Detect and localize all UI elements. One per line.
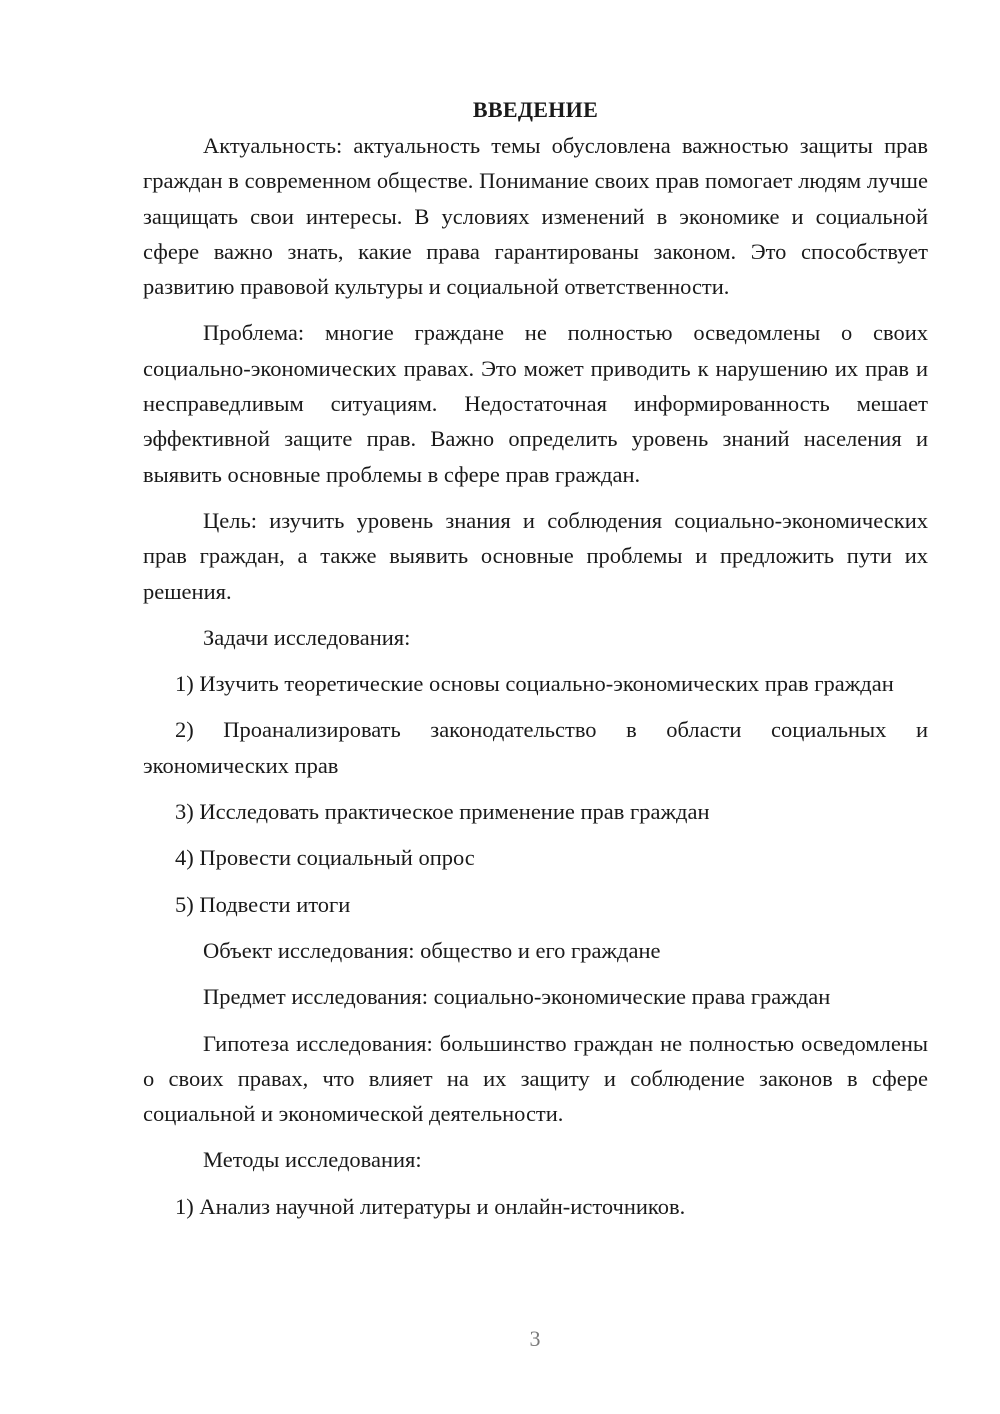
task-item-4: 4) Провести социальный опрос [175,845,475,871]
subject-paragraph: Предмет исследования: социально-экономические права граждан [203,984,831,1010]
object-paragraph: Объект исследования: общество и его граждане [203,937,661,963]
relevance-paragraph: Актуальность: актуальность темы обусловлена важностью защиты прав граждан в современном обществе. Понимание своих прав помогает людям лучше защищать свои интересы. В условиях изменений в экономике и социальной сфере важно знать, какие права гарантированы законом. Это способствует развитию правовой культуры и социальной ответственности. [143,133,928,300]
methods-heading: Методы исследования: [203,1147,422,1173]
method-item-1: 1) Анализ научной литературы и онлайн-источников. [175,1193,686,1219]
task-item-2: 2) Проанализировать законодательство в области социальных и экономических прав [143,717,928,778]
problem-paragraph: Проблема: многие граждане не полностью осведомлены о своих социально-экономических правах. Это может приводить к нарушению их прав и несправедливым ситуациям. Недостаточная информированность мешает эффективной защите прав. Важно определить уровень знаний населения и выявить основные проблемы в сфере прав граждан. [143,320,928,487]
task-item-5: 5) Подвести итоги [175,891,351,917]
hypothesis-paragraph: Гипотеза исследования: большинство граждан не полностью осведомлены о своих правах, что влияет на их защиту и соблюдение законов в сфере социальной и экономической деятельности. [143,1030,928,1127]
goal-paragraph: Цель: изучить уровень знания и соблюдения социально-экономических прав граждан, а также выявить основные проблемы и предложить пути их решения. [143,507,928,604]
task-item-1: 1) Изучить теоретические основы социально-экономических прав граждан [175,671,894,697]
task-item-3: 3) Исследовать практическое применение прав граждан [175,799,710,825]
page-title: ВВЕДЕНИЕ [472,97,599,122]
page-number: 3 [529,1326,541,1351]
tasks-heading: Задачи исследования: [203,624,411,650]
document-page [143,94,928,1224]
